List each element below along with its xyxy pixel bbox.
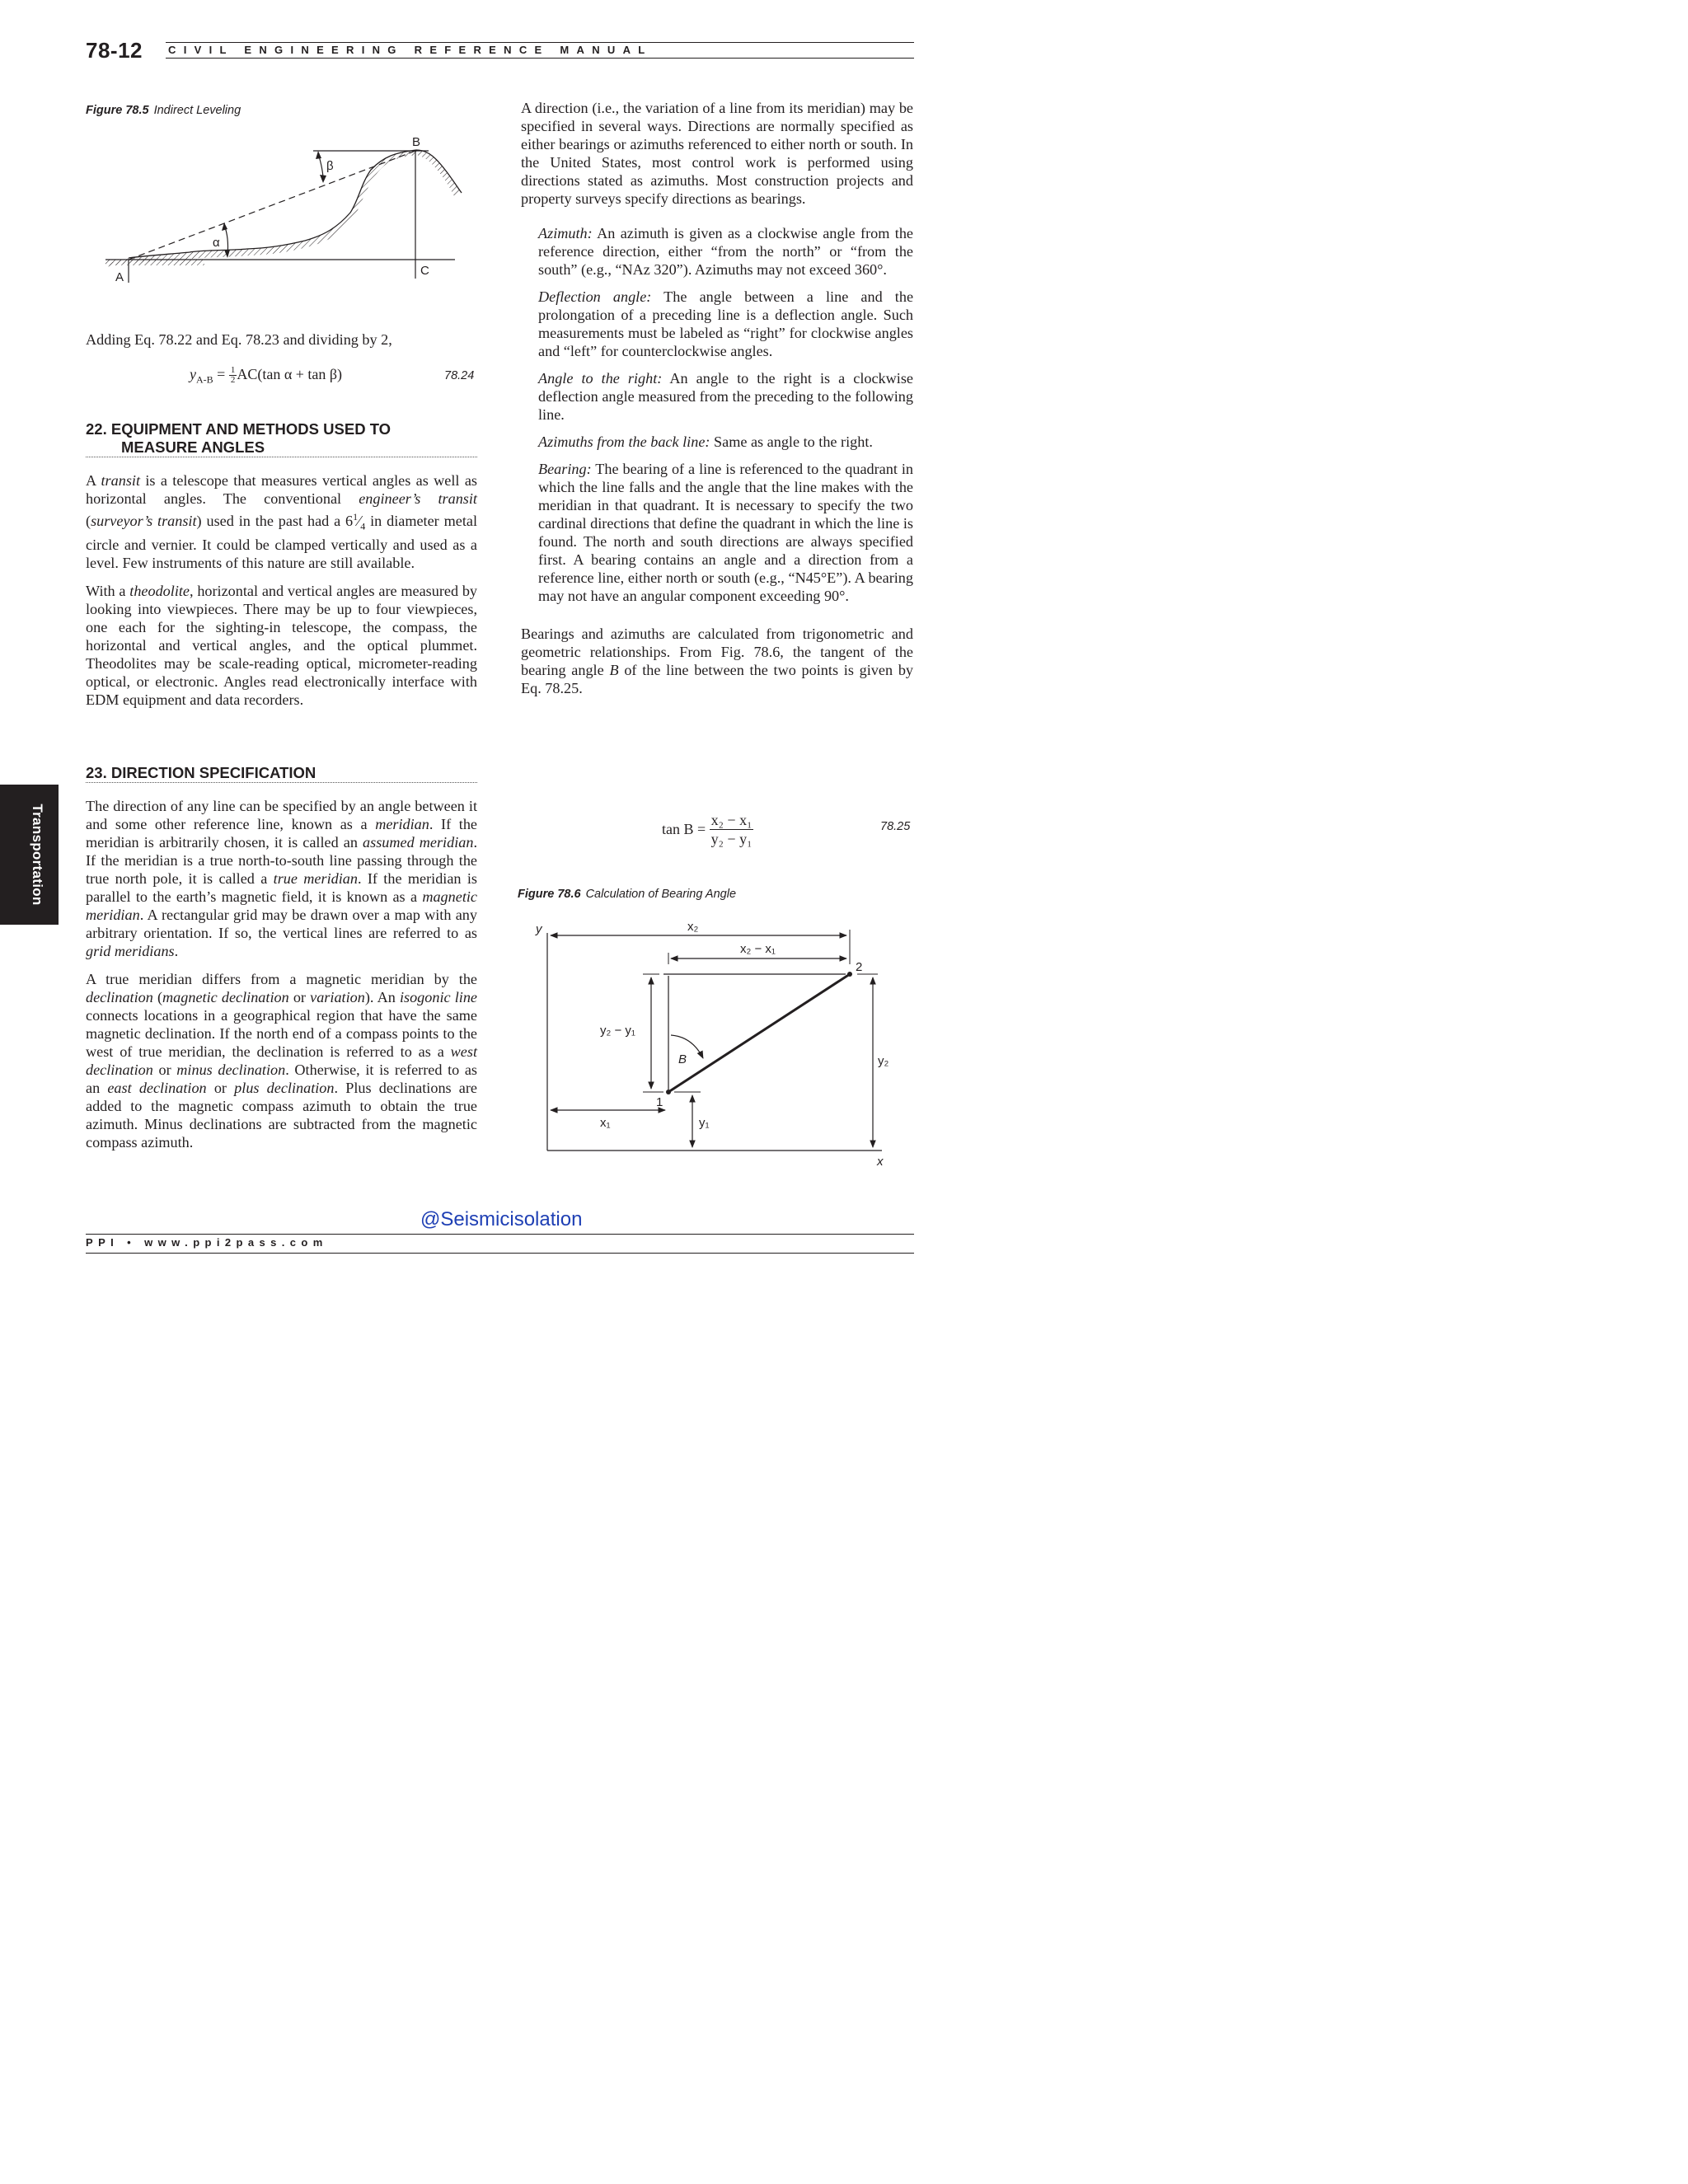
- label-x2-minus-x1: x₂ − x₁: [740, 942, 776, 956]
- bearing-angle-arc: [671, 1035, 703, 1058]
- label-y2-minus-y1: y₂ − y₁: [600, 1024, 635, 1038]
- definition-azimuths-back-line: Azimuths from the back line: Same as angle to the right.: [538, 434, 873, 450]
- point-1: [666, 1090, 671, 1094]
- running-title: CIVIL ENGINEERING REFERENCE MANUAL: [168, 44, 653, 56]
- label-c: C: [420, 264, 429, 278]
- page-header: [86, 38, 914, 63]
- paragraph-declination: A true meridian differs from a magnetic meridian by the declination (magnetic declination or variation). An isogonic line connects locations in a geographical region that have the same magnetic declination. If the north end of a compass points to the west of true meridian, the declination is referred to as a west declination or minus declination. Otherwise, it is referred to as an east declination or plus declination. Plus declinations are added to the magnetic compass azimuth to obtain the true azimuth. Minus declinations are subtracted from the magnetic compass azimuth.: [86, 971, 478, 1151]
- section-23-body: [86, 797, 477, 1161]
- section-22-heading: [86, 420, 477, 457]
- label-point-1: 1: [656, 1095, 663, 1109]
- page-footer: [86, 1234, 914, 1254]
- label-y1: y₁: [699, 1116, 710, 1130]
- eq-78-25-lhs: tan B =: [662, 821, 706, 837]
- label-beta: β: [326, 159, 334, 173]
- label-alpha: α: [213, 236, 220, 250]
- label-point-2: 2: [856, 960, 863, 974]
- section-22-heading-line2: MEASURE ANGLES: [121, 438, 265, 456]
- eq-78-25-numerator: x₂ − x₁: [710, 812, 753, 828]
- figure-78-6-number: Figure 78.6: [518, 888, 581, 901]
- eq-78-25-number: 78.25: [880, 820, 911, 833]
- paragraph-theodolite: With a theodolite, horizontal and vertical angles are measured by looking into viewpieces. There may be up to four viewpieces, one each for the sighting-in telescope, the compass, the horizontal and vertical angles, and the optical plummet. Theodolites may be scale-reading optical, micrometer-reading optical, or electronic. Angles read electronically interface with EDM equipment and data recorders.: [86, 582, 478, 708]
- header-rule-bottom: [166, 58, 914, 59]
- section-23-heading: 23. DIRECTION SPECIFICATION: [86, 764, 477, 783]
- definition-bearing: Bearing: The bearing of a line is referenced to the quadrant in which the line falls and the angle that the line makes with the meridian in that quadrant. It is necessary to specify the two cardinal directions that define the quadrant in which the line is found. The north and south directions are always specified first. A bearing contains an angle and a direction from a reference line, either north or south (e.g., “N45°E”). A bearing may not have an angular component exceeding 90°.: [538, 461, 913, 604]
- figure-78-5-title: Indirect Leveling: [153, 104, 241, 117]
- paragraph-bearings-azimuths: Bearings and azimuths are calculated from trigonometric and geometric relationships. From Fig. 78.6, the tangent of the bearing angle B of the line between the two points is given by Eq. 78.25.: [521, 626, 914, 696]
- section-tab-label: Transportation: [30, 804, 45, 906]
- figure-78-6-caption: [518, 888, 736, 901]
- paragraph-direction: A direction (i.e., the variation of a line from its meridian) may be specified in several ways. Directions are normally specified as either bearings or azimuths referenced to either north or south. In the United States, most control work is performed using directions stated as azimuths. Most construction projects and property surveys specify directions as bearings.: [521, 100, 913, 207]
- section-22-body: [86, 471, 477, 719]
- label-b: B: [678, 1052, 687, 1066]
- terrain-profile: [129, 150, 462, 258]
- label-y-axis: y: [536, 922, 542, 936]
- figure-78-5-caption: [86, 104, 241, 117]
- label-x1: x₁: [600, 1116, 611, 1130]
- definition-angle-to-right: Angle to the right: An angle to the right is a clockwise deflection angle measured from the preceding to the following line.: [538, 370, 913, 423]
- paragraph-meridian: The direction of any line can be specified by an angle between it and some other reference line, known as a meridian. If the meridian is arbitrarily chosen, it is called an assumed meridian. If the meridian is a true north-to-south line passing through the true north pole, it is called a true meridian. If the meridian is parallel to the earth’s magnetic field, it is known as a magnetic meridian. A rectangular grid may be drawn over a map with any arbitrary orientation. If so, the vertical lines are referred to as grid meridians.: [86, 798, 477, 959]
- eq-78-24-rhs: AC(tan α + tan β): [237, 366, 343, 382]
- watermark: @Seismicisolation: [420, 1208, 583, 1230]
- page-number: 78-12: [86, 38, 143, 63]
- figure-78-5-diagram: [99, 130, 470, 287]
- sight-line-ab: [129, 151, 415, 260]
- line-1-2: [668, 974, 850, 1092]
- figure-78-5-number: Figure 78.5: [86, 104, 149, 117]
- definition-deflection-angle: Deflection angle: The angle between a line and the prolongation of a preceding line is a deflection angle. Such measurements must be labeled as “right” for clockwise angles and “left” for counterclockwise angles.: [538, 288, 914, 359]
- definition-azimuth: Azimuth: An azimuth is given as a clockwise angle from the reference direction, either “from the north” or “from the south” (e.g., “NAz 320”). Azimuths may not exceed 360°.: [538, 225, 913, 278]
- equation-78-24: $y_{A-B}$ = $\frac{1}{2}$ AC(tan α + tan β): [190, 365, 343, 386]
- eq-78-24-lhs: y: [190, 366, 196, 382]
- figure-78-6-title: Calculation of Bearing Angle: [585, 888, 737, 901]
- eq-78-24-lhs-sub: A-B: [196, 373, 213, 386]
- section-22-heading-line1: 22. EQUIPMENT AND METHODS USED TO: [86, 420, 392, 438]
- terrain-hatch: [106, 150, 462, 267]
- label-a: A: [115, 270, 124, 284]
- figure-78-6-diagram: [528, 915, 898, 1170]
- eq-78-24-number: 78.24: [444, 369, 475, 382]
- point-2: [847, 972, 852, 977]
- label-y2: y₂: [878, 1054, 889, 1068]
- label-x2: x₂: [687, 920, 699, 934]
- label-x-axis: x: [877, 1155, 884, 1169]
- eq-78-24-intro: Adding Eq. 78.22 and Eq. 78.23 and dividing by 2,: [86, 331, 392, 348]
- paragraph-transit: A transit is a telescope that measures vertical angles as well as horizontal angles. The conventional engineer’s transit (surveyor’s transit) used in the past had a $6^1⁄_4$ in diameter metal circle and vernier. It could be clamped vertically and used as a level. Few instruments of this nature are still available.: [86, 472, 477, 571]
- eq-78-25-denominator: y₂ − y₁: [710, 831, 753, 847]
- header-rule-top: [166, 42, 914, 43]
- label-b: B: [412, 135, 421, 149]
- equation-78-25: [662, 811, 753, 848]
- footer-text: PPI • www.ppi2pass.com: [86, 1236, 328, 1249]
- right-column-body: [521, 99, 913, 707]
